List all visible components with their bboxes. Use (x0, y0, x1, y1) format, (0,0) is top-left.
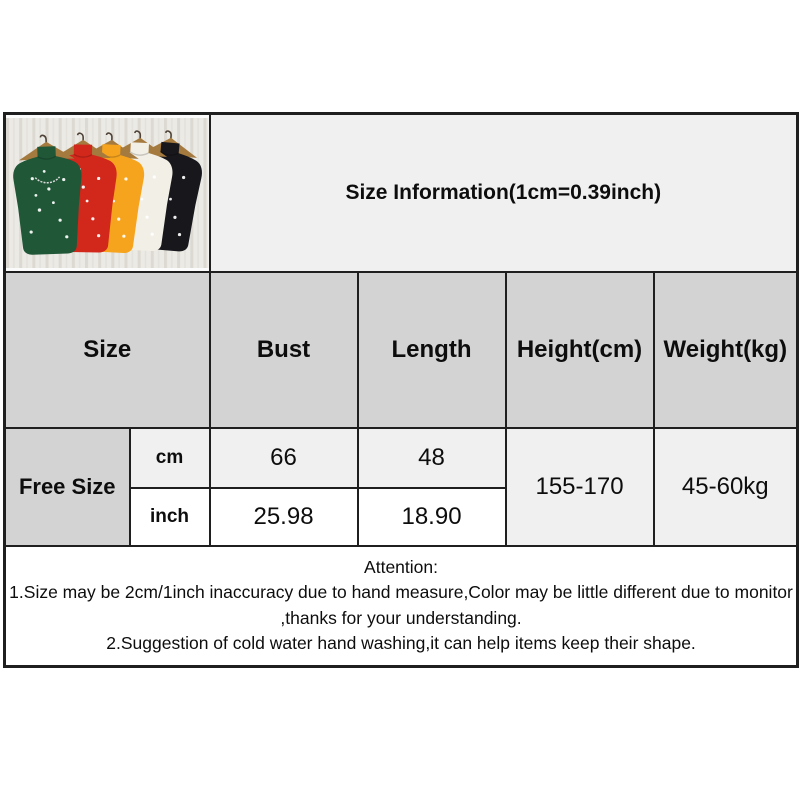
size-group-label: Free Size (5, 428, 130, 546)
size-info-sheet (3, 112, 796, 668)
length-cm-value: 48 (358, 428, 506, 488)
col-header-length: Length (358, 272, 506, 428)
knit-vest-colorways-photo (6, 118, 209, 268)
size-table (3, 112, 799, 668)
bust-inch-value: 25.98 (210, 488, 358, 546)
col-header-height: Height(cm) (506, 272, 654, 428)
col-header-size: Size (5, 272, 210, 428)
attention-heading: Attention: (364, 556, 438, 577)
product-photo-cell (5, 114, 210, 272)
size-info-title: Size Information(1cm=0.39inch) (210, 114, 798, 272)
col-header-bust: Bust (210, 272, 358, 428)
attention-note-2: 2.Suggestion of cold water hand washing,it can help items keep their shape. (106, 633, 696, 654)
weight-range-value: 45-60kg (654, 428, 798, 546)
attention-note-1: 1.Size may be 2cm/1inch inaccuracy due to hand measure,Color may be little different due to monitor ,thanks for your understanding. (9, 582, 793, 628)
bust-cm-value: 66 (210, 428, 358, 488)
unit-label-inch: inch (130, 488, 210, 546)
unit-label-cm: cm (130, 428, 210, 488)
attention-cell (5, 546, 798, 667)
col-header-weight: Weight(kg) (654, 272, 798, 428)
length-inch-value: 18.90 (358, 488, 506, 546)
height-range-value: 155-170 (506, 428, 654, 546)
